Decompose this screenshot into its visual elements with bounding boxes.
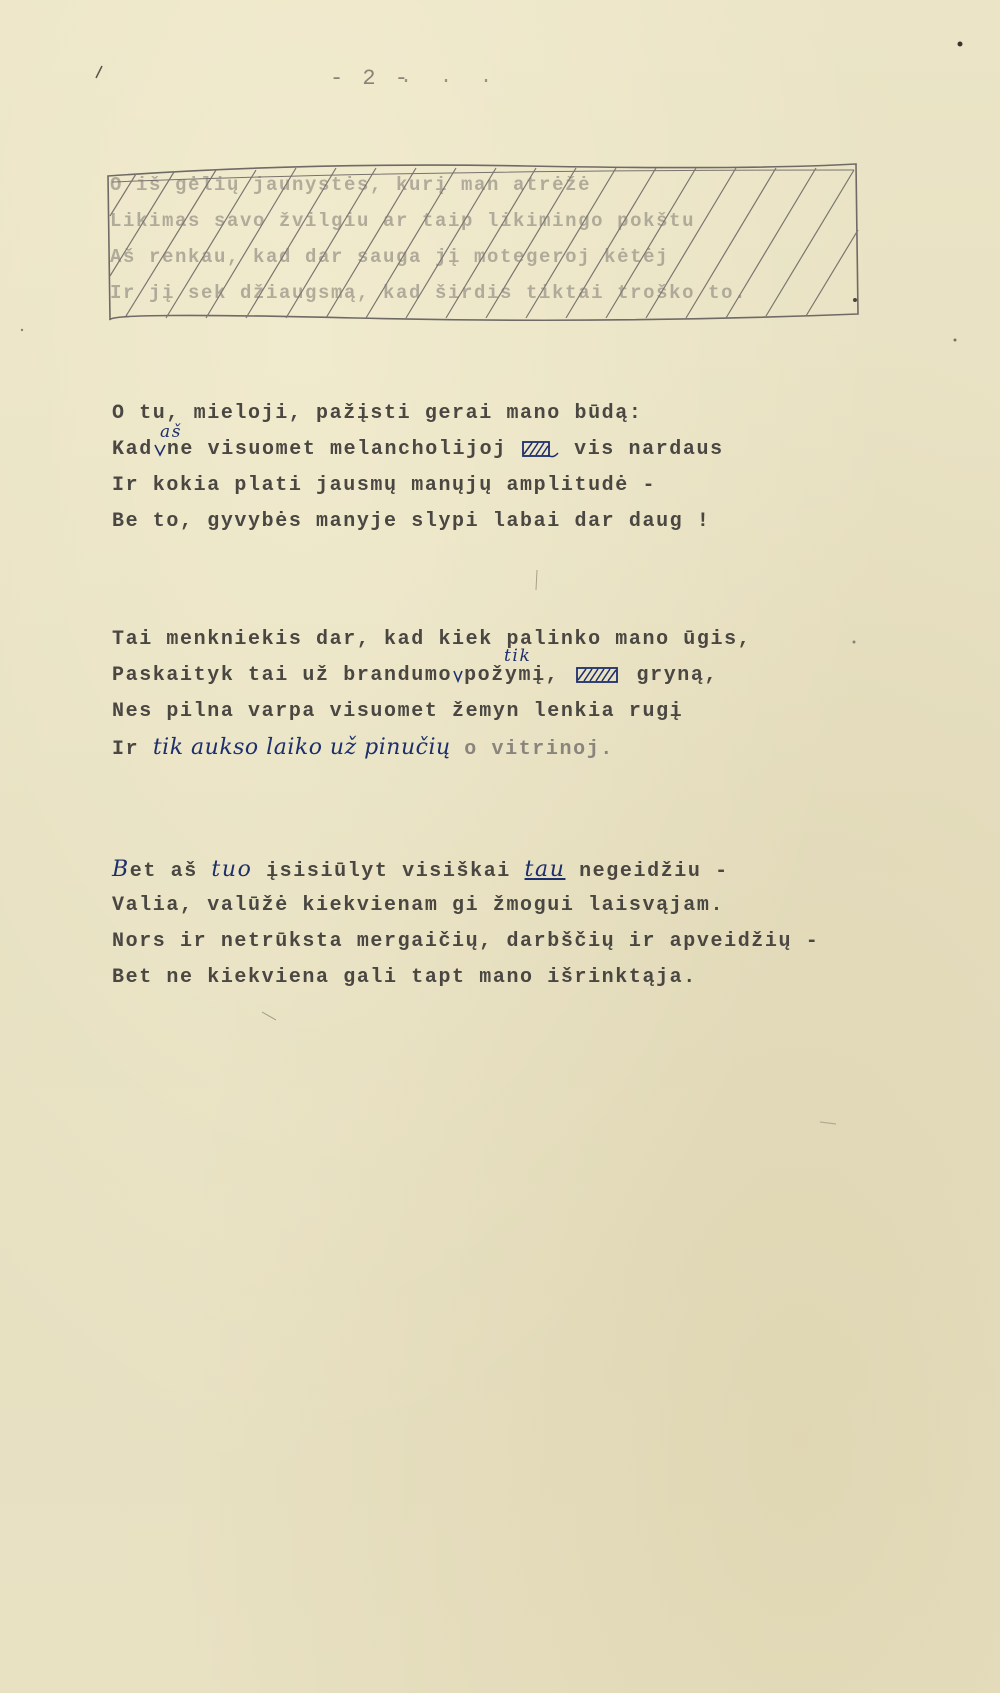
handwritten-word: tuo — [211, 857, 253, 882]
typed-text: Ir — [112, 738, 140, 761]
stanza-3-line-2: Valia, valūžė kiekvienam gi žmogui laisvąjam. — [112, 894, 725, 917]
stanza-2-line-2 — [112, 646, 751, 694]
strikethrough-hatching — [106, 156, 866, 322]
crossed-out-line: Aš renkau, kad dar sauga jį motegeroj kėtėj — [110, 246, 670, 268]
stanza-1 — [112, 396, 724, 540]
typed-text: negeidžiu - — [579, 860, 729, 883]
handwritten-insert: tik — [504, 646, 532, 666]
stanza-1-line-1: O tu, mieloji, pažįsti gerai mano būdą: — [112, 402, 643, 425]
typed-text: ne visuomet melancholijoj — [166, 438, 507, 461]
stanza-3-line-3: Nors ir netrūksta mergaičių, darbščių ir apveidžių - — [112, 930, 820, 953]
stanza-2-line-4 — [112, 730, 751, 766]
handwritten-replacement: tik aukso laiko už pinučių — [152, 735, 451, 760]
stanza-2 — [112, 622, 751, 766]
typed-text: įsisiūlyt visiškai — [266, 860, 511, 883]
scribbled-out-word-icon — [520, 437, 560, 461]
typed-text: vis nardaus — [574, 438, 724, 461]
crossed-out-line: Ir jį sek džiaugsmą, kad širdis tiktai troško to. — [110, 282, 748, 304]
handwritten-insert: aš — [160, 422, 183, 442]
handwritten-letter: B — [112, 857, 130, 882]
typed-text: et aš — [129, 860, 198, 883]
handwritten-word: tau — [524, 857, 566, 882]
typed-text: Paskaityk tai už brandumo — [112, 664, 453, 687]
stanza-2-line-3: Nes pilna varpa visuomet žemyn lenkia rugį — [112, 700, 684, 723]
page-dots: . . . — [400, 66, 501, 89]
stanza-3 — [112, 852, 819, 996]
typed-text: gryną, — [636, 664, 719, 687]
stanza-3-line-1 — [112, 852, 819, 888]
typed-text: Kad — [112, 438, 153, 461]
stanza-3-line-4: Bet ne kiekviena gali tapt mano išrinktąja. — [112, 966, 697, 989]
crossed-out-line: Likimas savo žvilgiu ar taip likimingo pokštu — [110, 210, 696, 232]
insertion-caret-icon — [452, 665, 464, 685]
stanza-2-line-1: Tai menkniekis dar, kad kiek palinko mano ūgis, — [112, 628, 752, 651]
stanza-1-line-4: Be to, gyvybės manyje slypi labai dar daug ! — [112, 510, 711, 533]
page-number: - 2 - — [330, 66, 412, 91]
typed-text: o vitrinoj. — [464, 738, 614, 761]
crossed-out-stanza — [106, 156, 866, 322]
typed-text: požymį, — [464, 664, 560, 687]
crossed-out-line: O iš gėlių jaunystės, kurį man atrėžė — [110, 174, 592, 196]
scribbled-out-word-icon — [573, 663, 623, 687]
stanza-1-line-2 — [112, 422, 724, 468]
stanza-1-line-3: Ir kokia plati jausmų manųjų amplitudė - — [112, 474, 657, 497]
